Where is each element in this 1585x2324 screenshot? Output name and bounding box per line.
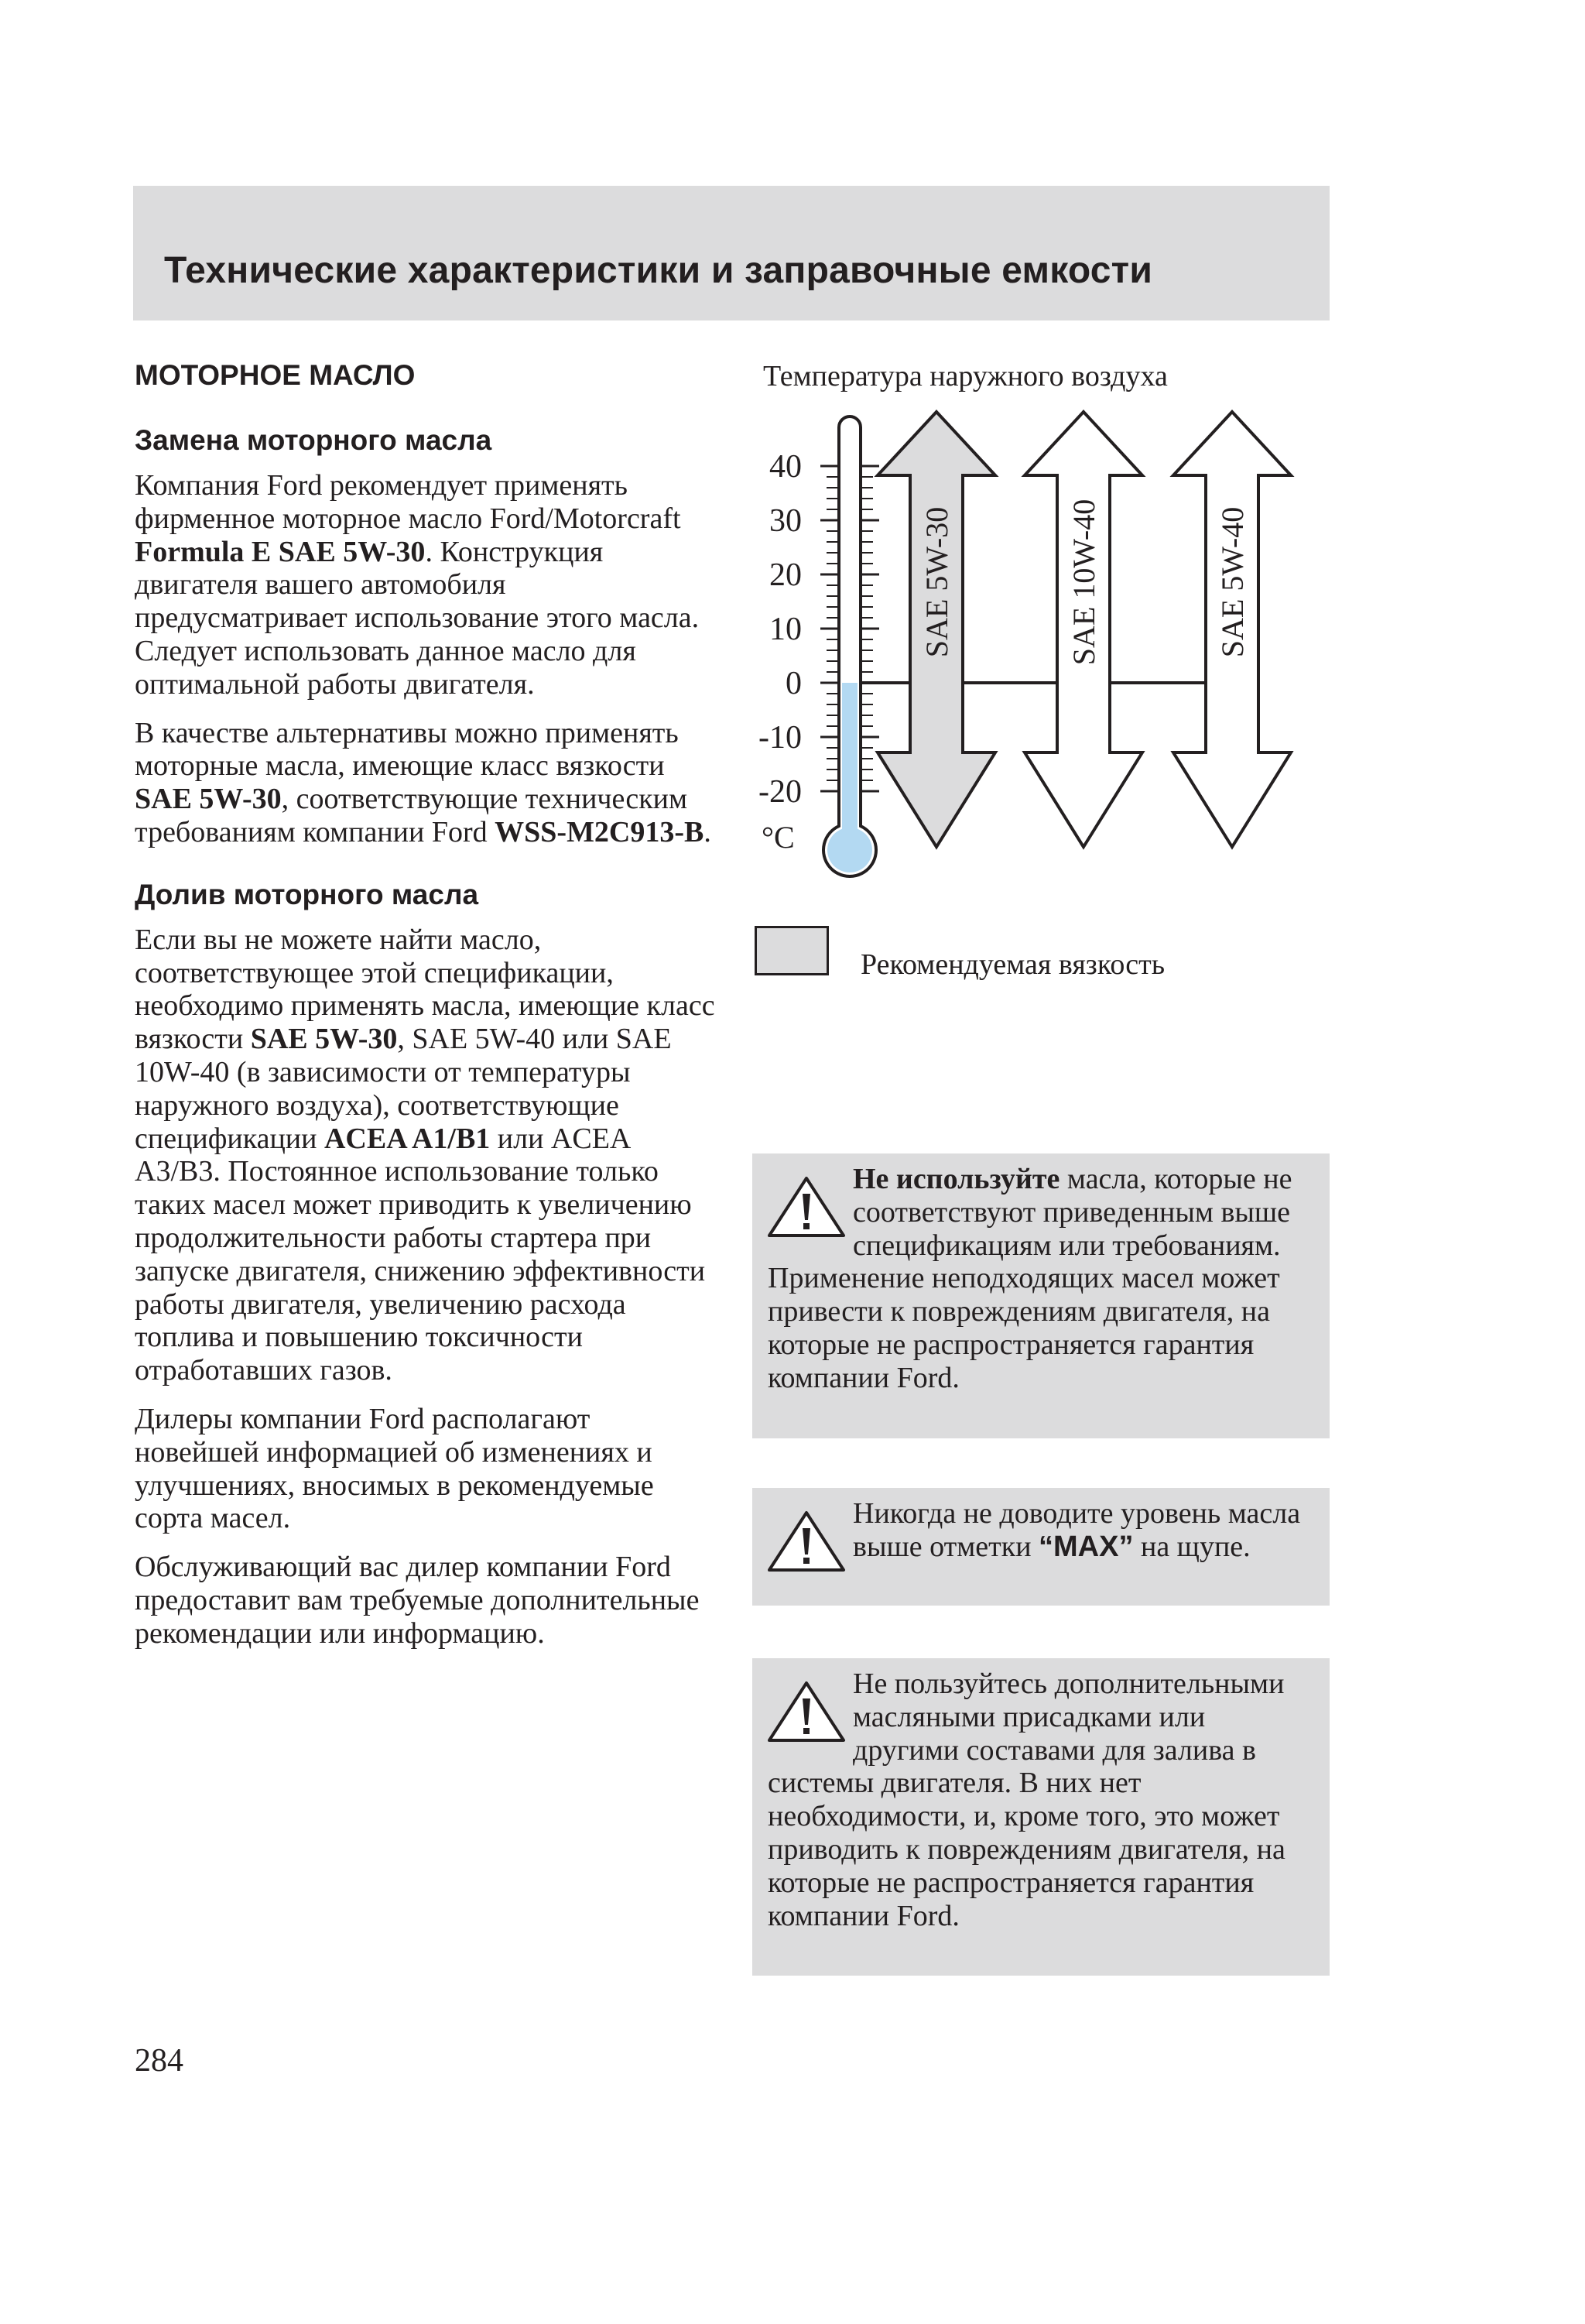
viscosity-arrow-label: SAE 5W-30 (919, 506, 954, 658)
legend-swatch (755, 926, 829, 975)
warning-triangle-icon (765, 1174, 848, 1240)
warning-text-3: Не пользуйтесь дополнительными масляными присадками или другими составами для залива в системы двигателя. В них нет необходимости, и, кроме того, это может приводить к повреждениям двигателя, на которые не распространяется гарантия компании Ford. (768, 1668, 1285, 1932)
warning-box-1 (752, 1153, 1330, 1438)
oil-topping-paragraph-2: Дилеры компании Ford располагают новейшей информацией об изменениях и улучшениях, вносимых в рекомендуемые сорта масел. (135, 1402, 654, 1535)
oil-topping-heading: Долив моторного масла (135, 878, 479, 910)
warning-box-3 (752, 1658, 1330, 1976)
oil-replacement-heading: Замена моторного масла (135, 424, 492, 456)
diagram-title: Температура наружного воздуха (763, 360, 1168, 392)
viscosity-arrow-label: SAE 5W-40 (1215, 506, 1250, 658)
viscosity-arrows (861, 412, 1291, 847)
section-title: МОТОРНОЕ МАСЛО (135, 359, 416, 391)
temperature-tick-label: -20 (758, 774, 802, 810)
chapter-title: Технические характеристики и заправочные емкости (164, 250, 1153, 291)
oil-replacement-paragraph-2: В качестве альтернативы можно применять моторные масла, имеющие класс вязкости SAE 5W-30, соответствующие техническим требованиям компании Ford WSS-M2C913-B. (135, 716, 711, 848)
page-number: 284 (135, 2043, 183, 2079)
warning-triangle-icon (765, 1508, 848, 1575)
oil-topping-paragraph-3: Обслуживающий вас дилер компании Ford предоставит вам требуемые дополнительные рекомендации или информацию. (135, 1551, 700, 1650)
warning-text-1: Не используйте масла, которые не соответствуют приведенным выше спецификациям или требованиям. Применение неподходящих масел может привести к повреждениям двигателя, на которые не распространяется гарантия компании Ford. (768, 1163, 1292, 1394)
viscosity-arrow-label: SAE 10W-40 (1066, 499, 1101, 666)
warning-triangle-icon (765, 1678, 848, 1745)
temperature-tick-label: 10 (769, 612, 802, 647)
temperature-tick-label: -10 (758, 720, 802, 756)
temperature-tick-label: 30 (769, 503, 802, 539)
oil-replacement-paragraph-1: Компания Ford рекомендует применять фирменное моторное масло Ford/Motorcraft Formula E SAE 5W-30. Конструкция двигателя вашего автомобиля предусматривает использование этого масла. Следует использовать данное масло для оптимальной работы двигателя. (135, 469, 700, 701)
temperature-tick-label: 20 (769, 557, 802, 593)
chapter-header-band (133, 186, 1330, 320)
warning-box-2 (752, 1488, 1330, 1606)
temperature-tick-label: 40 (769, 449, 802, 485)
warning-text-2: Никогда не доводите уровень масла выше отметки “MAX” на щупе. (853, 1497, 1301, 1563)
legend-label: Рекомендуемая вязкость (861, 948, 1166, 981)
temperature-unit-label: °C (762, 820, 795, 855)
left-column (135, 358, 715, 1650)
temperature-tick-label: 0 (786, 666, 802, 701)
viscosity-temperature-diagram (743, 403, 1331, 898)
oil-topping-paragraph-1: Если вы не можете найти масло, соответствующее этой спецификации, необходимо применять масла, имеющие класс вязкости SAE 5W-30, SAE 5W-40 или SAE 10W-40 (в зависимости от температуры наружного воздуха), соответствующие спецификации ACEA A1/B1 или ACEA A3/B3. Постоянное использование только таких масел может приводить к увеличению продолжительности работы стартера при запуске двигателя, снижению эффективности работы двигателя, увеличению расхода топлива и повышению токсичности отработавших газов. (135, 923, 715, 1387)
thermometer-fill (827, 683, 872, 872)
thermometer-icon (823, 416, 876, 876)
